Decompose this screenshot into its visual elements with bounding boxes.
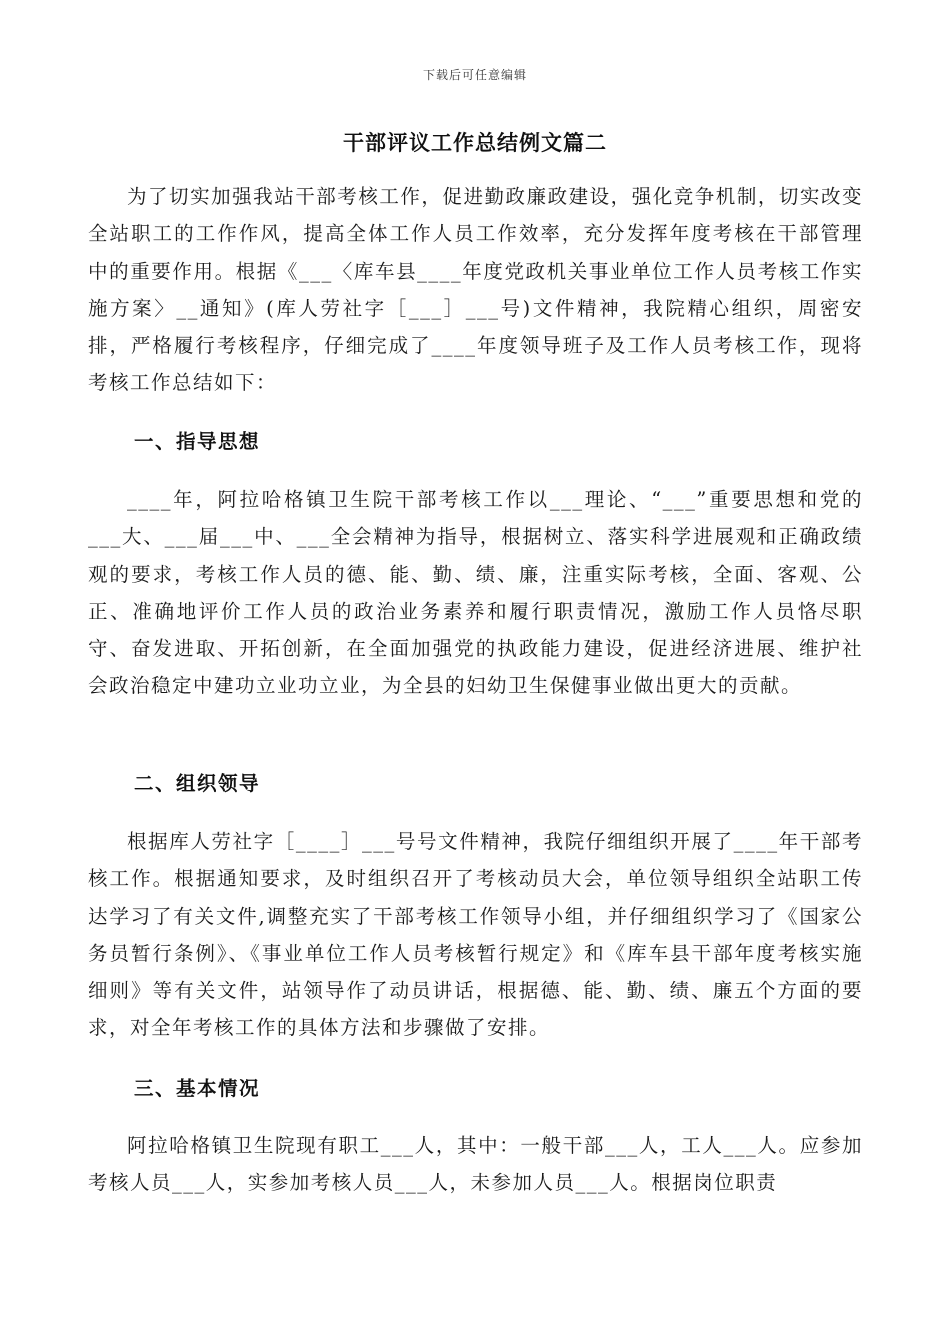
intro-paragraph: 为了切实加强我站干部考核工作，促进勤政廉政建设，强化竞争机制，切实改变全站职工的工作作风，提高全体工作人员工作效率，充分发挥年度考核在干部管理中的重要作用。根据《___〈库车县____年度党政机关事业单位工作人员考核工作实施方案〉__通知》(库人劳社字［___］___号)文件精神，我院精心组织，周密安排，严格履行考核程序，仔细完成了____年度领导班子及工作人员考核工作，现将考核工作总结如下： xyxy=(88,185,863,395)
section-paragraph-basic-situation: 阿拉哈格镇卫生院现有职工___人，其中：一般干部___人，工人___人。应参加考核人员___人，实参加考核人员___人，未参加人员___人。根据岗位职责 xyxy=(88,1134,863,1195)
document-title: 干部评议工作总结例文篇二 xyxy=(343,130,607,155)
section-heading-guiding-ideology: 一、指导思想 xyxy=(134,430,261,453)
header-note: 下载后可任意编辑 xyxy=(422,68,527,82)
section-heading-basic-situation: 三、基本情况 xyxy=(134,1077,261,1100)
section-paragraph-guiding-ideology: ____年，阿拉哈格镇卫生院干部考核工作以___理论、“___”重要思想和党的___大、___届___中、___全会精神为指导，根据树立、落实科学进展观和正确政绩观的要求，考核工作人员的德、能、勤、绩、廉，注重实际考核，全面、客观、公正、准确地评价工作人员的政治业务素养和履行职责情况，激励工作人员恪尽职守、奋发进取、开拓创新，在全面加强党的执政能力建设，促进经济进展、维护社会政治稳定中建功立业功立业，为全县的妇幼卫生保健事业做出更大的贡献。 xyxy=(88,488,863,698)
section-paragraph-organization: 根据库人劳社字［____］___号号文件精神，我院仔细组织开展了____年干部考核工作。根据通知要求，及时组织召开了考核动员大会，单位领导组织全站职工传达学习了有关文件,调整充实了干部考核工作领导小组，并仔细组织学习了《国家公务员暂行条例》、《事业单位工作人员考核暂行规定》和《库车县干部年度考核实施细则》等有关文件，站领导作了动员讲话，根据德、能、勤、绩、廉五个方面的要求，对全年考核工作的具体方法和步骤做了安排。 xyxy=(88,830,863,1040)
section-heading-organization: 二、组织领导 xyxy=(134,772,261,795)
